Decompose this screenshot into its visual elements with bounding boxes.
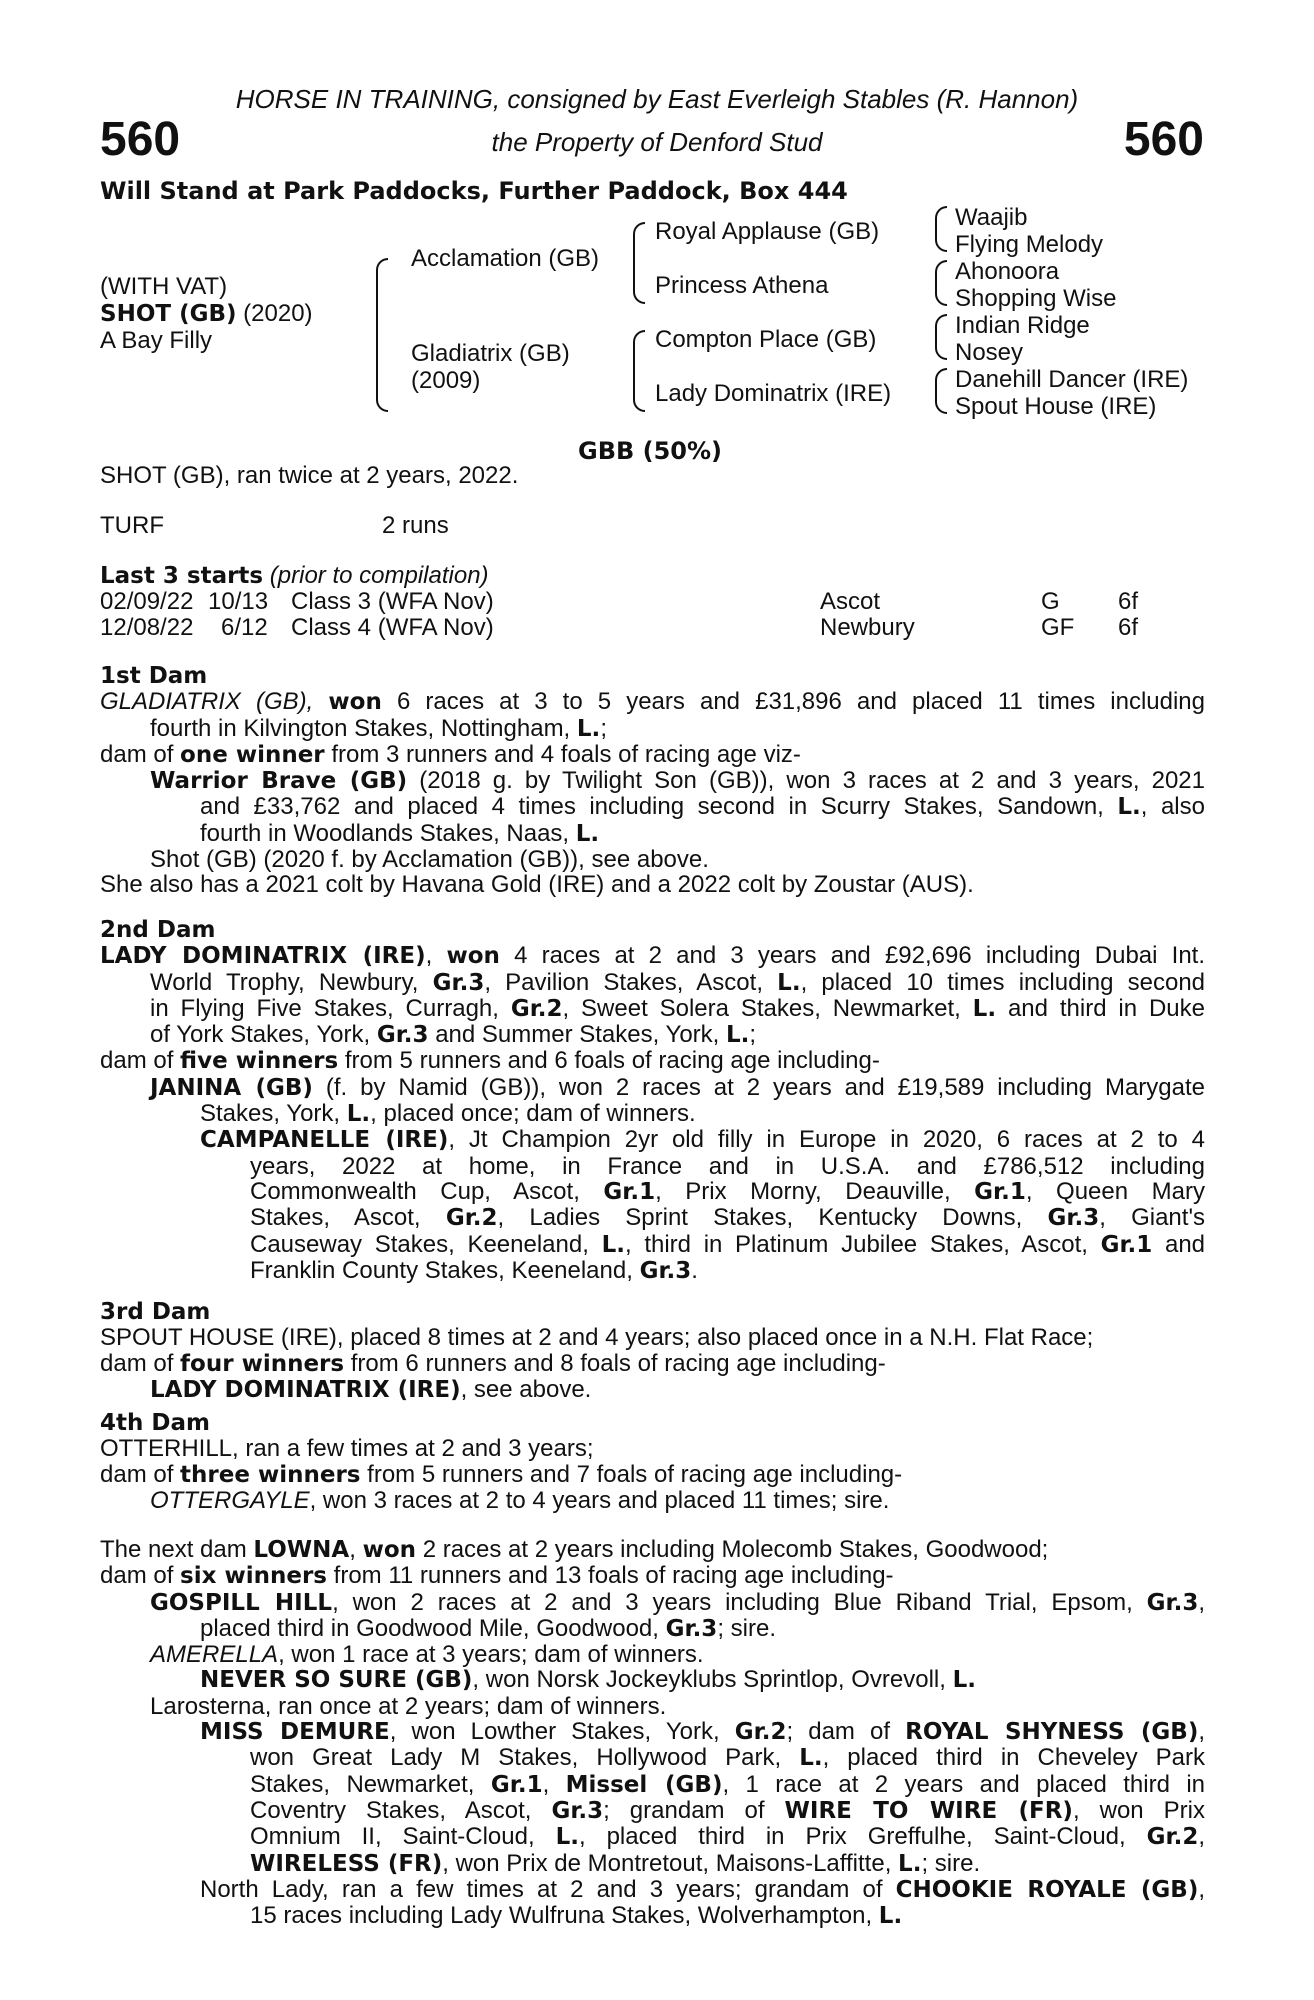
dam-name: GLADIATRIX (GB), bbox=[100, 688, 314, 716]
text-line bbox=[100, 1205, 1205, 1231]
vat-note: (WITH VAT) bbox=[100, 273, 228, 300]
dam-dam: Lady Dominatrix (IRE) bbox=[655, 380, 892, 407]
ped-sdd: Shopping Wise bbox=[955, 285, 1117, 312]
ped-ddd: Spout House (IRE) bbox=[955, 393, 1157, 420]
bold-text: Missel (GB) bbox=[565, 1771, 723, 1798]
text-line: SPOUT HOUSE (IRE), placed 8 times at 2 and 4 years; also placed once in a N.H. Flat Race; bbox=[100, 1324, 1094, 1352]
text-line bbox=[100, 716, 1205, 742]
bold-text: LADY DOMINATRIX (IRE) bbox=[150, 1376, 461, 1403]
bold-text: Gr.3 bbox=[639, 1257, 692, 1284]
text-line bbox=[100, 1048, 1205, 1074]
text-line bbox=[100, 768, 1205, 794]
text-line bbox=[100, 1075, 1205, 1101]
text-line bbox=[100, 1824, 1205, 1850]
text: , bbox=[425, 942, 433, 970]
text: . bbox=[691, 1256, 698, 1284]
text: Franklin County Stakes, Keeneland, bbox=[250, 1256, 633, 1284]
bold-text: Gr.1 bbox=[1100, 1231, 1153, 1258]
bold-text: L. bbox=[576, 715, 601, 742]
text-line bbox=[100, 1127, 1205, 1153]
text: ; dam of bbox=[786, 1718, 891, 1746]
text-line bbox=[100, 689, 1205, 715]
text-line bbox=[100, 1772, 1205, 1798]
text: , won Lowther Stakes, York, bbox=[389, 1718, 720, 1746]
start-distance: 6f bbox=[1118, 614, 1139, 641]
bold-text: L. bbox=[346, 1101, 371, 1128]
bold-text: CHOOKIE ROYALE (GB) bbox=[895, 1876, 1199, 1903]
bold-text: GOSPILL HILL bbox=[150, 1589, 333, 1616]
text-line bbox=[100, 1616, 1205, 1642]
text-line bbox=[100, 794, 1205, 820]
bold-text: Gr.3 bbox=[665, 1615, 718, 1642]
text: 4 races at 2 and 3 years and £92,696 including Dubai Int. bbox=[514, 942, 1205, 970]
bold-text: won bbox=[446, 943, 500, 970]
bold-text: Warrior Brave (GB) bbox=[150, 768, 408, 795]
text: Stakes, York, bbox=[200, 1100, 341, 1128]
text: 6 races at 3 to 5 years and £31,896 and placed 11 times including bbox=[396, 688, 1206, 716]
text: , won Prix de Montretout, Maisons-Laffitte, bbox=[442, 1849, 892, 1877]
text: fourth in Woodlands Stakes, Naas, bbox=[200, 819, 570, 847]
bold-text: four winners bbox=[180, 1350, 345, 1377]
dam: Gladiatrix (GB) bbox=[411, 340, 570, 367]
ped-sss: Waajib bbox=[955, 204, 1028, 231]
text: , bbox=[1198, 1588, 1205, 1616]
text: dam of bbox=[100, 1562, 174, 1590]
bold-text: L. bbox=[726, 1022, 750, 1049]
horse-name: SHOT (GB) bbox=[100, 301, 237, 327]
text: dam of bbox=[100, 740, 174, 768]
text: , placed third in Cheveley Park bbox=[822, 1744, 1205, 1772]
text: (f. by Namid (GB)), won 2 races at 2 years and £19,589 including Marygate bbox=[325, 1073, 1206, 1101]
start-going: G bbox=[1041, 588, 1060, 615]
stand-location: Will Stand at Park Paddocks, Further Paddock, Box 444 bbox=[100, 177, 848, 205]
bold-text: Gr.3 bbox=[376, 1022, 429, 1049]
bold-text: WIRE TO WIRE (FR) bbox=[784, 1797, 1073, 1824]
text: , Queen Mary bbox=[1025, 1177, 1205, 1205]
race-summary: SHOT (GB), ran twice at 2 years, 2022. bbox=[100, 462, 519, 489]
italic-text: OTTERGAYLE bbox=[150, 1486, 310, 1514]
text: Commonwealth Cup, Ascot, bbox=[250, 1177, 580, 1205]
bold-text: won bbox=[362, 1537, 417, 1563]
bold-text: L. bbox=[575, 820, 600, 847]
text-line bbox=[100, 1563, 1205, 1589]
italic-text: AMERELLA bbox=[150, 1641, 279, 1669]
bold-text: L. bbox=[878, 1903, 903, 1930]
text-line bbox=[100, 1232, 1205, 1258]
text: won Great Lady M Stakes, Hollywood Park, bbox=[250, 1744, 782, 1772]
bold-text: LADY DOMINATRIX (IRE) bbox=[100, 943, 426, 970]
text: from 5 runners and 7 foals of racing age including- bbox=[367, 1460, 903, 1488]
bold-text: L. bbox=[799, 1745, 823, 1772]
bold-text: CAMPANELLE (IRE) bbox=[200, 1127, 449, 1154]
turf-label: TURF bbox=[100, 512, 164, 539]
text: placed third in Goodwood Mile, Goodwood, bbox=[200, 1614, 659, 1642]
text: , Jt Champion 2yr old filly in Europe in 2020, 6 races at 2 to 4 bbox=[448, 1126, 1205, 1154]
start-race: Class 4 (WFA Nov) bbox=[291, 614, 494, 641]
text: dam of bbox=[100, 1460, 174, 1488]
text: of York Stakes, York, bbox=[150, 1021, 371, 1049]
sire-dam: Princess Athena bbox=[655, 272, 829, 299]
text: , 1 race at 2 years and placed third in bbox=[722, 1770, 1205, 1798]
lot-number-left: 560 bbox=[100, 113, 181, 166]
text: , bbox=[349, 1536, 356, 1563]
start-position: 10/13 bbox=[208, 588, 269, 615]
text: from 5 runners and 6 foals of racing age including- bbox=[344, 1047, 880, 1075]
text: Coventry Stakes, Ascot, bbox=[250, 1796, 532, 1824]
start-course: Ascot bbox=[820, 588, 881, 615]
text: from 3 runners and 4 foals of racing age viz- bbox=[331, 740, 801, 768]
next-dam-section bbox=[100, 1537, 1205, 1929]
text-line bbox=[100, 742, 1205, 768]
text: , placed 10 times including second bbox=[800, 968, 1206, 996]
text-line: years, 2022 at home, in France and in U.S.A. and £786,512 including bbox=[250, 1152, 1205, 1180]
text-line: She also has a 2021 colt by Havana Gold (IRE) and a 2022 colt by Zoustar (AUS). bbox=[100, 871, 974, 899]
ped-sds: Ahonoora bbox=[955, 258, 1060, 285]
dam-brace bbox=[633, 330, 645, 412]
bold-text: Gr.1 bbox=[974, 1178, 1026, 1205]
section-heading: 2nd Dam bbox=[100, 917, 216, 943]
bold-text: WIRELESS (FR) bbox=[250, 1850, 443, 1877]
text: ; grandam of bbox=[603, 1796, 765, 1824]
text: dam of bbox=[100, 1047, 174, 1075]
text-line bbox=[100, 1590, 1205, 1616]
text: , won 1 race at 3 years; dam of winners. bbox=[278, 1641, 704, 1669]
text: from 6 runners and 8 foals of racing age including- bbox=[350, 1349, 886, 1377]
ped-dsd: Nosey bbox=[955, 339, 1024, 366]
text-line bbox=[100, 1719, 1205, 1745]
ped-dss: Indian Ridge bbox=[955, 312, 1090, 339]
text-line bbox=[100, 1642, 1205, 1667]
text-line bbox=[100, 1667, 1205, 1693]
bold-text: Gr.3 bbox=[551, 1797, 604, 1824]
text: , won 3 races at 2 to 4 years and placed 11 times; sire. bbox=[309, 1486, 890, 1514]
text-line bbox=[100, 1179, 1205, 1205]
ped-ssd: Flying Melody bbox=[955, 231, 1104, 258]
text-line bbox=[100, 1022, 1205, 1048]
text: , Sweet Solera Stakes, Newmarket, bbox=[562, 994, 961, 1022]
text: The next dam bbox=[100, 1536, 247, 1563]
bold-text: Gr.3 bbox=[1146, 1589, 1199, 1616]
text-line bbox=[100, 1351, 1205, 1377]
section-heading: 1st Dam bbox=[100, 663, 208, 689]
text: Stakes, Ascot, bbox=[250, 1204, 421, 1232]
text: , Ladies Sprint Stakes, Kentucky Downs, bbox=[497, 1204, 1023, 1232]
text-line bbox=[100, 1258, 1205, 1284]
dam-year: (2009) bbox=[411, 367, 481, 394]
brace-ss bbox=[935, 206, 947, 252]
text-line: Larosterna, ran once at 2 years; dam of winners. bbox=[150, 1692, 667, 1720]
text: dam of bbox=[100, 1349, 174, 1377]
text-line bbox=[100, 1377, 1205, 1403]
bold-text: six winners bbox=[180, 1563, 327, 1590]
text: Omnium II, Saint-Cloud, bbox=[250, 1823, 535, 1851]
sire: Acclamation (GB) bbox=[411, 245, 600, 272]
text: ; sire. bbox=[717, 1614, 776, 1642]
bold-text: L. bbox=[972, 995, 997, 1022]
text: World Trophy, Newbury, bbox=[150, 968, 419, 996]
turf-runs: 2 runs bbox=[382, 512, 449, 539]
text: , bbox=[1198, 1875, 1205, 1903]
brace-ds bbox=[935, 314, 947, 360]
text: and £33,762 and placed 4 times including second in Scurry Stakes, Sandown, bbox=[200, 793, 1104, 821]
text: , bbox=[1198, 1823, 1205, 1851]
text: , third in Platinum Jubilee Stakes, Ascot, bbox=[624, 1230, 1088, 1258]
horse-description: A Bay Filly bbox=[100, 327, 213, 354]
text: and bbox=[1164, 1230, 1206, 1258]
text-line bbox=[100, 1488, 1205, 1513]
text-line bbox=[100, 1798, 1205, 1824]
text-line: OTTERHILL, ran a few times at 2 and 3 years; bbox=[100, 1435, 594, 1463]
fourth-dam-section bbox=[100, 1411, 1205, 1513]
text: (2018 g. by Twilight Son (GB)), won 3 races at 2 and 3 years, 2021 bbox=[419, 767, 1206, 795]
text: , bbox=[542, 1770, 550, 1798]
table-row bbox=[0, 588, 1314, 614]
bold-text: Gr.3 bbox=[432, 969, 485, 996]
brace-sd bbox=[935, 260, 947, 306]
bold-text: Gr.2 bbox=[734, 1719, 787, 1746]
third-dam-section bbox=[100, 1300, 1205, 1403]
bold-text: NEVER SO SURE (GB) bbox=[200, 1667, 473, 1694]
start-date: 02/09/22 bbox=[100, 588, 194, 615]
bold-text: Gr.1 bbox=[490, 1771, 543, 1798]
start-date: 12/08/22 bbox=[100, 614, 194, 641]
text: 15 races including Lady Wulfruna Stakes, Wolverhampton, bbox=[250, 1902, 873, 1930]
start-position: 6/12 bbox=[221, 614, 268, 641]
text: ; bbox=[600, 714, 607, 742]
last-starts-heading bbox=[100, 562, 489, 590]
text-line bbox=[100, 1903, 1205, 1929]
text: , won Norsk Jockeyklubs Sprintlop, Ovrevoll, bbox=[472, 1666, 946, 1694]
text: , Prix Morny, Deauville, bbox=[655, 1177, 951, 1205]
text-line bbox=[100, 970, 1205, 996]
bold-text: Gr.2 bbox=[1146, 1824, 1199, 1851]
bold-text: L. bbox=[898, 1850, 922, 1877]
section-heading: 3rd Dam bbox=[100, 1299, 211, 1325]
text-line bbox=[100, 1462, 1205, 1488]
bold-text: MISS DEMURE bbox=[200, 1719, 390, 1746]
text: , won 2 races at 2 and 3 years including Blue Riband Trial, Epsom, bbox=[332, 1588, 1133, 1616]
text: ; sire. bbox=[921, 1849, 981, 1877]
text: , also bbox=[1140, 793, 1205, 821]
text-line bbox=[100, 996, 1205, 1022]
bold-text: Gr.2 bbox=[445, 1205, 498, 1232]
text-line bbox=[100, 943, 1205, 969]
bold-text: L. bbox=[601, 1231, 625, 1258]
bold-text: one winner bbox=[180, 741, 325, 768]
text-line bbox=[100, 1101, 1205, 1127]
text-line: Shot (GB) (2020 f. by Acclamation (GB)), see above. bbox=[150, 846, 709, 874]
text: , bbox=[1198, 1718, 1206, 1746]
ped-dds: Danehill Dancer (IRE) bbox=[955, 366, 1189, 393]
last-starts-title: Last 3 starts bbox=[100, 563, 264, 589]
text: , see above. bbox=[460, 1375, 592, 1403]
text: , won Prix bbox=[1072, 1796, 1205, 1824]
text: Causeway Stakes, Keeneland, bbox=[250, 1230, 589, 1258]
text: fourth in Kilvington Stakes, Nottingham, bbox=[150, 714, 571, 742]
text: and Summer Stakes, York, bbox=[435, 1021, 720, 1049]
text-line bbox=[100, 1745, 1205, 1771]
text: Stakes, Newmarket, bbox=[250, 1770, 475, 1798]
start-course: Newbury bbox=[820, 614, 915, 641]
sire-brace bbox=[633, 222, 645, 304]
text-line bbox=[100, 1851, 1205, 1877]
sire-sire: Royal Applause (GB) bbox=[655, 218, 880, 245]
lot-number-right: 560 bbox=[1123, 113, 1204, 166]
pedigree-brace bbox=[376, 258, 388, 412]
text: 2 races at 2 years including Molecomb Stakes, Goodwood; bbox=[422, 1536, 1049, 1563]
section-heading: 4th Dam bbox=[100, 1410, 210, 1436]
bold-text: ROYAL SHYNESS (GB) bbox=[905, 1719, 1199, 1746]
table-row bbox=[0, 614, 1314, 640]
second-dam-section bbox=[100, 918, 1205, 1284]
gbb-badge: GBB (50%) bbox=[578, 437, 723, 465]
bold-text: LOWNA bbox=[253, 1537, 350, 1563]
dam-sire: Compton Place (GB) bbox=[655, 326, 877, 353]
bold-text: won bbox=[328, 689, 382, 716]
text: , placed third in Prix Greffulhe, Saint-Cloud, bbox=[578, 1823, 1126, 1851]
consignment-line: HORSE IN TRAINING, consigned by East Everleigh Stables (R. Hannon) bbox=[235, 84, 1079, 114]
bold-text: L. bbox=[555, 1824, 579, 1851]
bold-text: Gr.2 bbox=[510, 995, 563, 1022]
bold-text: L. bbox=[1117, 794, 1141, 821]
bold-text: L. bbox=[952, 1667, 977, 1694]
text: , Giant's bbox=[1099, 1204, 1206, 1232]
horse-name-line bbox=[100, 300, 313, 328]
bold-text: Gr.3 bbox=[1047, 1205, 1100, 1232]
start-distance: 6f bbox=[1118, 588, 1139, 615]
start-race: Class 3 (WFA Nov) bbox=[291, 588, 494, 615]
bold-text: five winners bbox=[180, 1048, 339, 1075]
text: ; bbox=[749, 1021, 757, 1049]
first-dam-section bbox=[100, 664, 1205, 898]
text: in Flying Five Stakes, Curragh, bbox=[150, 994, 499, 1022]
brace-dd bbox=[935, 368, 947, 414]
bold-text: Gr.1 bbox=[603, 1178, 656, 1205]
bold-text: L. bbox=[777, 969, 801, 996]
bold-text: JANINA (GB) bbox=[150, 1074, 313, 1101]
start-going: GF bbox=[1041, 614, 1075, 641]
text: , placed once; dam of winners. bbox=[370, 1100, 696, 1128]
property-line: the Property of Denford Stud bbox=[491, 127, 823, 157]
text-line bbox=[100, 1537, 1205, 1563]
bold-text: three winners bbox=[180, 1461, 361, 1488]
text: , Pavilion Stakes, Ascot, bbox=[484, 968, 763, 996]
text-line bbox=[100, 1877, 1205, 1903]
text: North Lady, ran a few times at 2 and 3 years; grandam of bbox=[200, 1875, 883, 1903]
last-starts-note: (prior to compilation) bbox=[269, 562, 489, 589]
horse-year: (2020) bbox=[243, 300, 313, 327]
text: from 11 runners and 13 foals of racing age including- bbox=[333, 1562, 894, 1590]
text: and third in Duke bbox=[1007, 994, 1206, 1022]
text-line bbox=[100, 821, 1205, 847]
